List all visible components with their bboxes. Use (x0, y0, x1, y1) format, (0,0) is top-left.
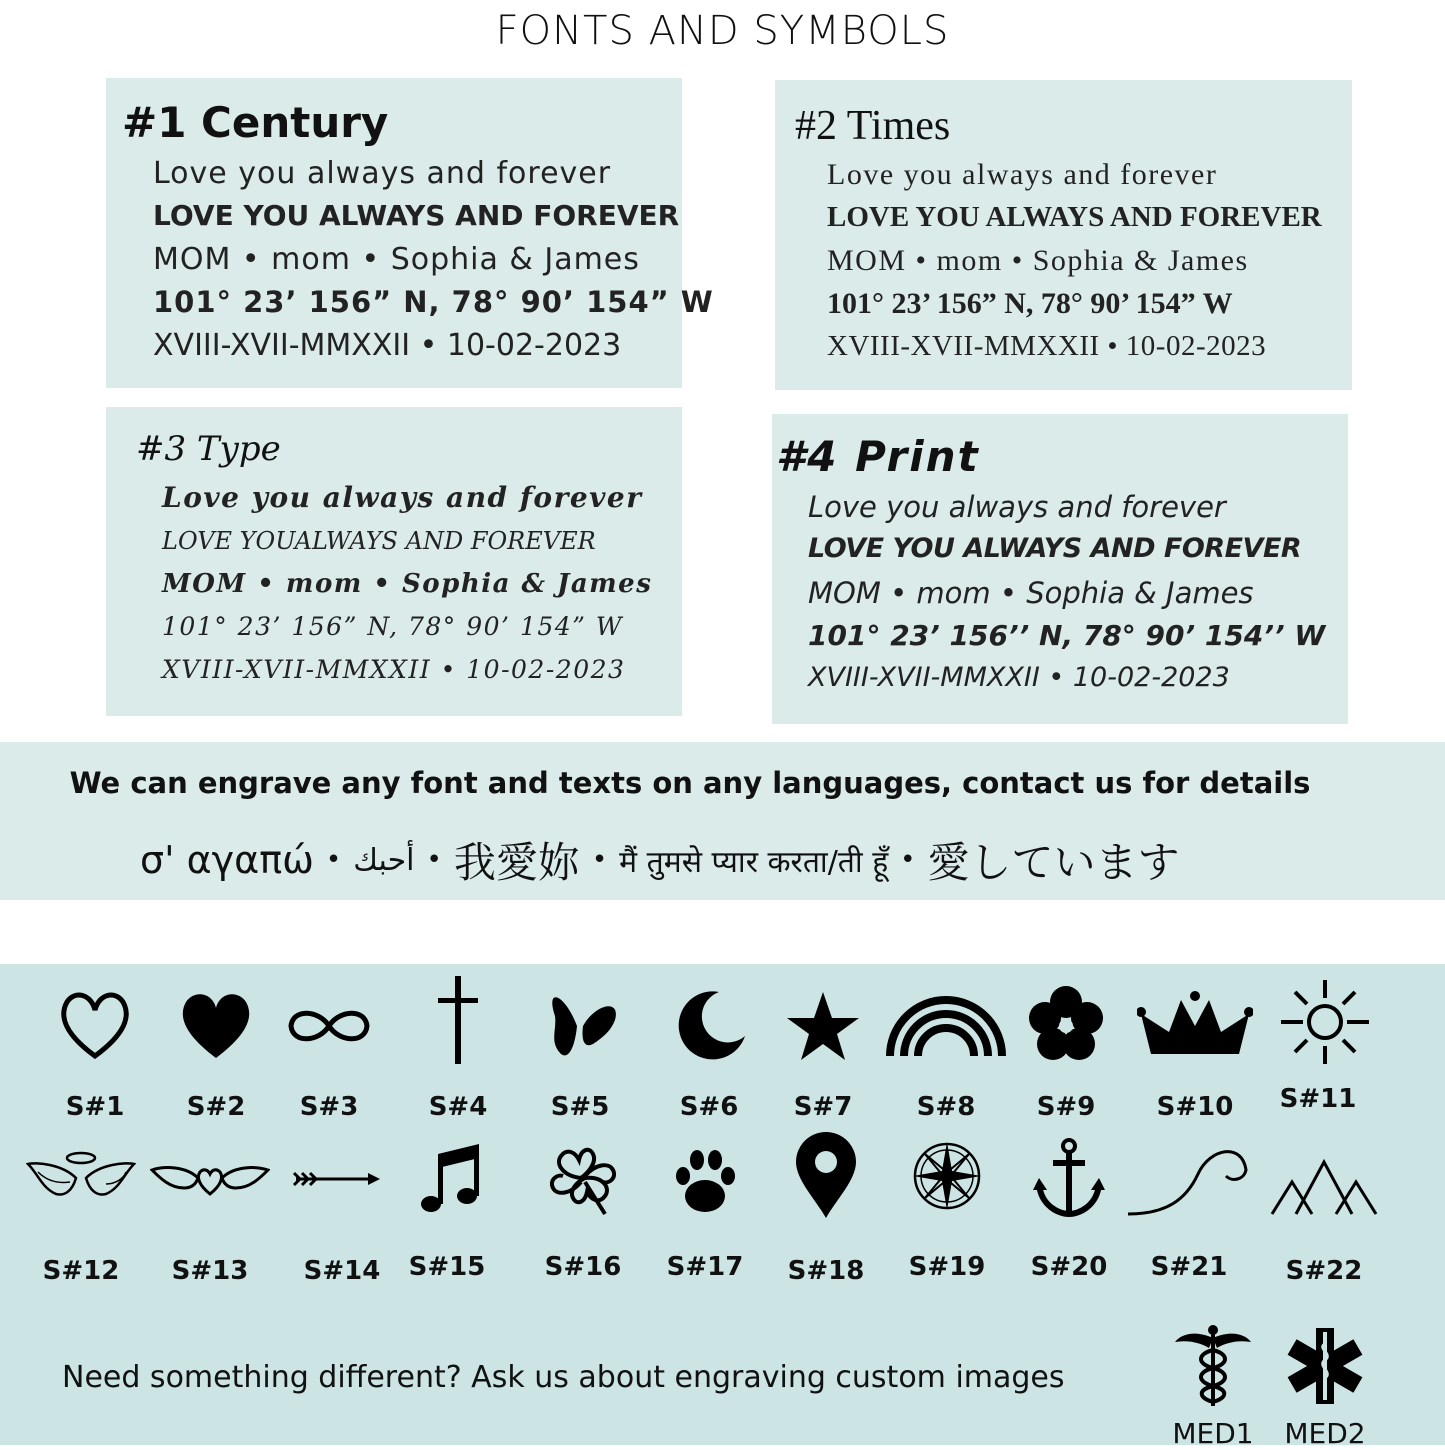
symbol-code: S#17 (666, 1252, 744, 1282)
symbol-code: S#11 (1279, 1084, 1357, 1114)
symbol-s2[interactable] (161, 986, 271, 1146)
symbol-code: S#14 (303, 1256, 381, 1286)
sample-line-dates: XVIII-XVII-MMXXII • 10-02-2023 (827, 330, 1267, 362)
chinese-phrase: 我愛妳 (453, 838, 580, 887)
font-card-print (772, 414, 1348, 724)
separator-dot: • (591, 845, 608, 875)
symbol-code: S#7 (793, 1092, 853, 1122)
symbol-s6[interactable] (654, 986, 764, 1146)
sample-line-dates: XVIII-XVII-MMXXII • 10-02-2023 (162, 655, 626, 684)
symbol-s8[interactable] (886, 986, 1006, 1146)
symbol-code: S#15 (408, 1252, 486, 1282)
sample-line-upper-case: LOVE YOU ALWAYS AND FOREVER (153, 199, 680, 232)
symbol-s1[interactable] (40, 986, 150, 1146)
font-card-century (106, 78, 714, 388)
cross-icon (428, 974, 488, 1066)
page-title: FONTS AND SYMBOLS (495, 8, 950, 54)
separator-dot: • (325, 845, 342, 875)
symbol-s7[interactable] (768, 986, 878, 1146)
music-note-icon (407, 1140, 487, 1220)
symbol-s9[interactable] (1011, 982, 1121, 1142)
symbol-s18[interactable] (771, 1130, 881, 1290)
font-card-type (106, 407, 682, 716)
symbol-code: S#6 (679, 1092, 739, 1122)
symbol-code: MED1 (1172, 1417, 1254, 1450)
sample-line-names: MOM • mom • Sophia & James (153, 242, 640, 277)
sample-line-mixed-case: Love you always and forever (153, 156, 612, 191)
star-of-life-icon (1285, 1324, 1365, 1408)
japanese-phrase: 愛しています (927, 838, 1180, 887)
symbol-code: S#22 (1285, 1256, 1363, 1286)
arabic-phrase: أحبك (353, 842, 415, 878)
symbol-s5[interactable] (525, 986, 635, 1146)
symbols-panel (0, 964, 1445, 1450)
symbol-s20[interactable] (1014, 1136, 1124, 1296)
separator-dot: • (900, 845, 916, 875)
separator-dot: • (426, 845, 442, 875)
symbol-code: S#20 (1030, 1252, 1108, 1282)
location-pin-icon (786, 1130, 866, 1220)
symbol-s4[interactable] (403, 974, 513, 1134)
symbol-s17[interactable] (650, 1144, 760, 1304)
sample-line-dates: XVIII-XVII-MMXXII • 10-02-2023 (808, 662, 1230, 693)
symbol-s14[interactable] (288, 1144, 388, 1304)
symbol-code: S#13 (171, 1256, 249, 1286)
symbol-code: S#9 (1036, 1092, 1096, 1122)
sample-line-mixed-case: Love you always and forever (808, 490, 1226, 524)
caduceus-icon (1173, 1324, 1253, 1408)
sample-line-dates: XVIII-XVII-MMXXII • 10-02-2023 (153, 328, 622, 363)
symbol-code: S#12 (42, 1256, 120, 1286)
sample-line-upper-case: LOVE YOU ALWAYS AND FOREVER (808, 533, 1302, 564)
symbol-s15[interactable] (392, 1140, 502, 1300)
custom-images-note: Need something different? Ask us about engraving custom images (62, 1360, 1065, 1395)
languages-notice: We can engrave any font and texts on any languages, contact us for details (69, 766, 1311, 800)
symbol-code: S#3 (299, 1092, 359, 1122)
symbol-med1[interactable] (1168, 1324, 1258, 1450)
four-leaf-clover-icon (543, 1140, 623, 1220)
font-card-title: #4 Print (776, 432, 980, 481)
symbol-s12[interactable] (26, 1144, 136, 1304)
sample-line-coordinates: 101° 23’ 156’’ N, 78° 90’ 154’’ W (808, 619, 1326, 652)
hindi-phrase: मैं तुमसे प्यार करता/ती हूँ (619, 844, 889, 880)
mountains-icon (1268, 1144, 1380, 1218)
symbol-code: S#4 (428, 1092, 488, 1122)
symbol-code: S#18 (787, 1256, 865, 1286)
font-card-title: #3 Type (136, 429, 281, 469)
sample-line-names: MOM • mom • Sophia & James (827, 244, 1249, 277)
heart-icon (176, 986, 256, 1066)
compass-rose-icon (907, 1136, 987, 1216)
font-card-title: #2 Times (795, 103, 951, 149)
paw-print-icon (665, 1144, 745, 1224)
symbol-code: S#2 (186, 1092, 246, 1122)
symbol-code: MED2 (1284, 1417, 1366, 1450)
symbol-s22[interactable] (1268, 1144, 1380, 1304)
font-card-title: #1 Century (122, 98, 389, 147)
symbol-code: S#21 (1150, 1252, 1228, 1282)
greek-phrase: σ' αγαπώ (140, 838, 314, 882)
angel-wings-halo-icon (26, 1144, 136, 1214)
symbol-code: S#10 (1156, 1092, 1234, 1122)
language-samples (140, 830, 1300, 890)
symbol-s10[interactable] (1136, 986, 1254, 1146)
sample-line-mixed-case: Love you always and forever (162, 481, 643, 514)
symbol-code: S#8 (916, 1092, 976, 1122)
sample-line-upper-case: LOVE YOUALWAYS AND FOREVER (162, 527, 596, 555)
languages-band (0, 742, 1445, 900)
crown-icon (1137, 986, 1253, 1066)
symbol-code: S#5 (550, 1092, 610, 1122)
crescent-moon-icon (669, 986, 749, 1066)
arrow-icon (288, 1144, 388, 1214)
infinity-icon (279, 986, 379, 1066)
anchor-icon (1029, 1136, 1109, 1220)
winged-heart-icon (150, 1144, 270, 1214)
sample-line-coordinates: 101° 23’ 156” N, 78° 90’ 154” W (162, 612, 624, 641)
sample-line-names: MOM • mom • Sophia & James (808, 576, 1254, 610)
outline-heart-icon (55, 986, 135, 1066)
symbol-code: S#16 (544, 1252, 622, 1282)
symbol-code: S#19 (908, 1252, 986, 1282)
flower-icon (1024, 982, 1108, 1066)
sample-line-upper-case: LOVE YOU ALWAYS AND FOREVER (827, 201, 1322, 233)
symbol-s19[interactable] (892, 1136, 1002, 1296)
sample-line-mixed-case: Love you always and forever (827, 158, 1218, 191)
symbol-s13[interactable] (150, 1144, 270, 1304)
sample-line-names: MOM • mom • Sophia & James (162, 569, 653, 599)
symbol-med2[interactable] (1280, 1324, 1370, 1450)
symbol-s21[interactable] (1126, 1140, 1250, 1300)
sample-line-coordinates: 101° 23’ 156” N, 78° 90’ 154” W (827, 287, 1233, 320)
symbol-s11[interactable] (1270, 978, 1380, 1138)
symbol-code: S#1 (65, 1092, 125, 1122)
sun-icon (1277, 978, 1373, 1066)
font-card-times (775, 80, 1352, 390)
symbol-s3[interactable] (274, 986, 384, 1146)
sample-line-coordinates: 101° 23’ 156” N, 78° 90’ 154” W (153, 285, 714, 319)
wave-icon (1126, 1140, 1250, 1220)
symbol-s16[interactable] (528, 1140, 638, 1300)
butterfly-icon (535, 986, 625, 1066)
star-icon (783, 986, 863, 1066)
rainbow-icon (886, 986, 1006, 1066)
